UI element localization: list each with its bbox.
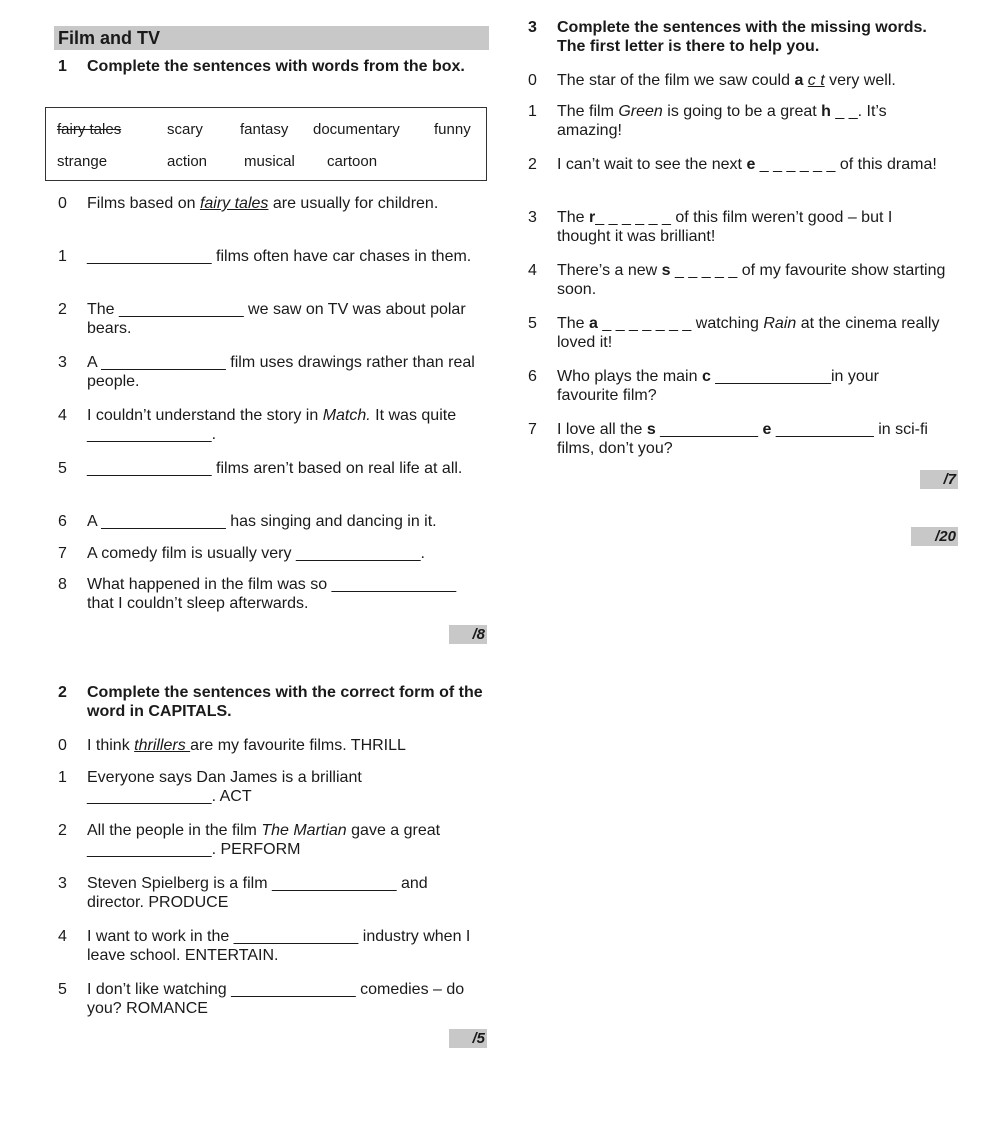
item-number: 2 bbox=[58, 301, 67, 318]
item-number: 6 bbox=[528, 368, 537, 385]
item-text: Who plays the main c _____________in your favourite film? bbox=[557, 368, 880, 404]
item-text: The star of the film we saw could a c t very well. bbox=[557, 72, 896, 89]
item-text: What happened in the film was so ______________ that I couldn’t sleep afterwards. bbox=[87, 576, 457, 612]
item-text: There’s a new s _ _ _ _ _ of my favourite show starting soon. bbox=[557, 262, 946, 298]
item-number: 7 bbox=[58, 545, 67, 562]
item-number: 1 bbox=[58, 248, 67, 265]
item-number: 3 bbox=[528, 209, 537, 226]
item-number: 6 bbox=[58, 513, 67, 530]
item-text: The a _ _ _ _ _ _ _ watching Rain at the cinema really loved it! bbox=[557, 315, 940, 351]
item-text: The film Green is going to be a great h _ _. It’s amazing! bbox=[557, 103, 887, 139]
item-number: 0 bbox=[528, 72, 537, 89]
example-answer: c t bbox=[807, 72, 825, 89]
task3-number: 3 bbox=[528, 19, 537, 36]
word-box-item: fairy tales bbox=[57, 121, 122, 138]
item-number: 5 bbox=[528, 315, 537, 332]
word-box-item: documentary bbox=[313, 121, 400, 138]
word-box-item: musical bbox=[244, 153, 295, 170]
item-text: I don’t like watching ______________ comedies – do you? ROMANCE bbox=[87, 981, 465, 1017]
word-box bbox=[45, 107, 487, 181]
item-number: 0 bbox=[58, 737, 67, 754]
word-box-item: action bbox=[167, 153, 208, 170]
item-number: 5 bbox=[58, 981, 67, 998]
total-score-box: /20 bbox=[911, 527, 958, 546]
word-box-item: cartoon bbox=[327, 153, 378, 170]
item-number: 3 bbox=[58, 875, 67, 892]
item-number: 8 bbox=[58, 576, 67, 593]
item-text: I couldn’t understand the story in Match. It was quite ______________. bbox=[87, 407, 457, 443]
item-text: Everyone says Dan James is a brilliant ______________. ACT bbox=[87, 769, 362, 805]
item-text: A ______________ film uses drawings rather than real people. bbox=[87, 354, 475, 390]
item-text: I think thrillers are my favourite films. THRILL bbox=[87, 737, 406, 754]
item-text: I love all the s ___________ e ___________ in sci-fi films, don’t you? bbox=[557, 421, 928, 457]
task3-instruction: Complete the sentences with the missing words. The first letter is there to help you. bbox=[557, 19, 927, 55]
item-number: 5 bbox=[58, 460, 67, 477]
item-text: ______________ films aren’t based on real life at all. bbox=[87, 460, 463, 477]
item-text: All the people in the film The Martian gave a great ______________. PERFORM bbox=[87, 822, 441, 858]
example-answer: fairy tales bbox=[199, 195, 269, 212]
item-number: 4 bbox=[58, 407, 67, 424]
item-number: 7 bbox=[528, 421, 537, 438]
item-number: 1 bbox=[528, 103, 537, 120]
item-number: 0 bbox=[58, 195, 67, 212]
item-text: A comedy film is usually very ______________. bbox=[87, 545, 425, 562]
item-text: I can’t wait to see the next e _ _ _ _ _ _ of this drama! bbox=[557, 156, 937, 173]
word-box-item: funny bbox=[434, 121, 471, 138]
item-text: Steven Spielberg is a film ______________ and director. PRODUCE bbox=[87, 875, 428, 911]
word-box-item: scary bbox=[167, 121, 203, 138]
item-text: Films based on fairy tales are usually for children. bbox=[87, 195, 439, 212]
task2-instruction: Complete the sentences with the correct form of the word in CAPITALS. bbox=[87, 684, 483, 720]
item-number: 2 bbox=[58, 822, 67, 839]
item-text: The ______________ we saw on TV was about polar bears. bbox=[87, 301, 466, 337]
item-text: A ______________ has singing and dancing in it. bbox=[87, 513, 437, 530]
item-number: 3 bbox=[58, 354, 67, 371]
example-answer: thrillers bbox=[134, 737, 191, 754]
item-text: The r_ _ _ _ _ _ of this film weren’t good – but I thought it was brilliant! bbox=[557, 209, 893, 245]
task1-number: 1 bbox=[58, 58, 67, 75]
item-number: 1 bbox=[58, 769, 67, 786]
task2-number: 2 bbox=[58, 684, 67, 701]
task2-score-box: /5 bbox=[449, 1029, 487, 1048]
item-text: I want to work in the ______________ industry when I leave school. ENTERTAIN. bbox=[87, 928, 471, 964]
item-number: 4 bbox=[528, 262, 537, 279]
item-number: 2 bbox=[528, 156, 537, 173]
task1-instruction: Complete the sentences with words from the box. bbox=[87, 58, 465, 75]
section-title: Film and TV bbox=[54, 26, 489, 50]
item-text: ______________ films often have car chases in them. bbox=[87, 248, 472, 265]
task1-score-box: /8 bbox=[449, 625, 487, 644]
word-box-item: strange bbox=[57, 153, 108, 170]
item-number: 4 bbox=[58, 928, 67, 945]
task3-score-box: /7 bbox=[920, 470, 958, 489]
word-box-item: fantasy bbox=[240, 121, 289, 138]
